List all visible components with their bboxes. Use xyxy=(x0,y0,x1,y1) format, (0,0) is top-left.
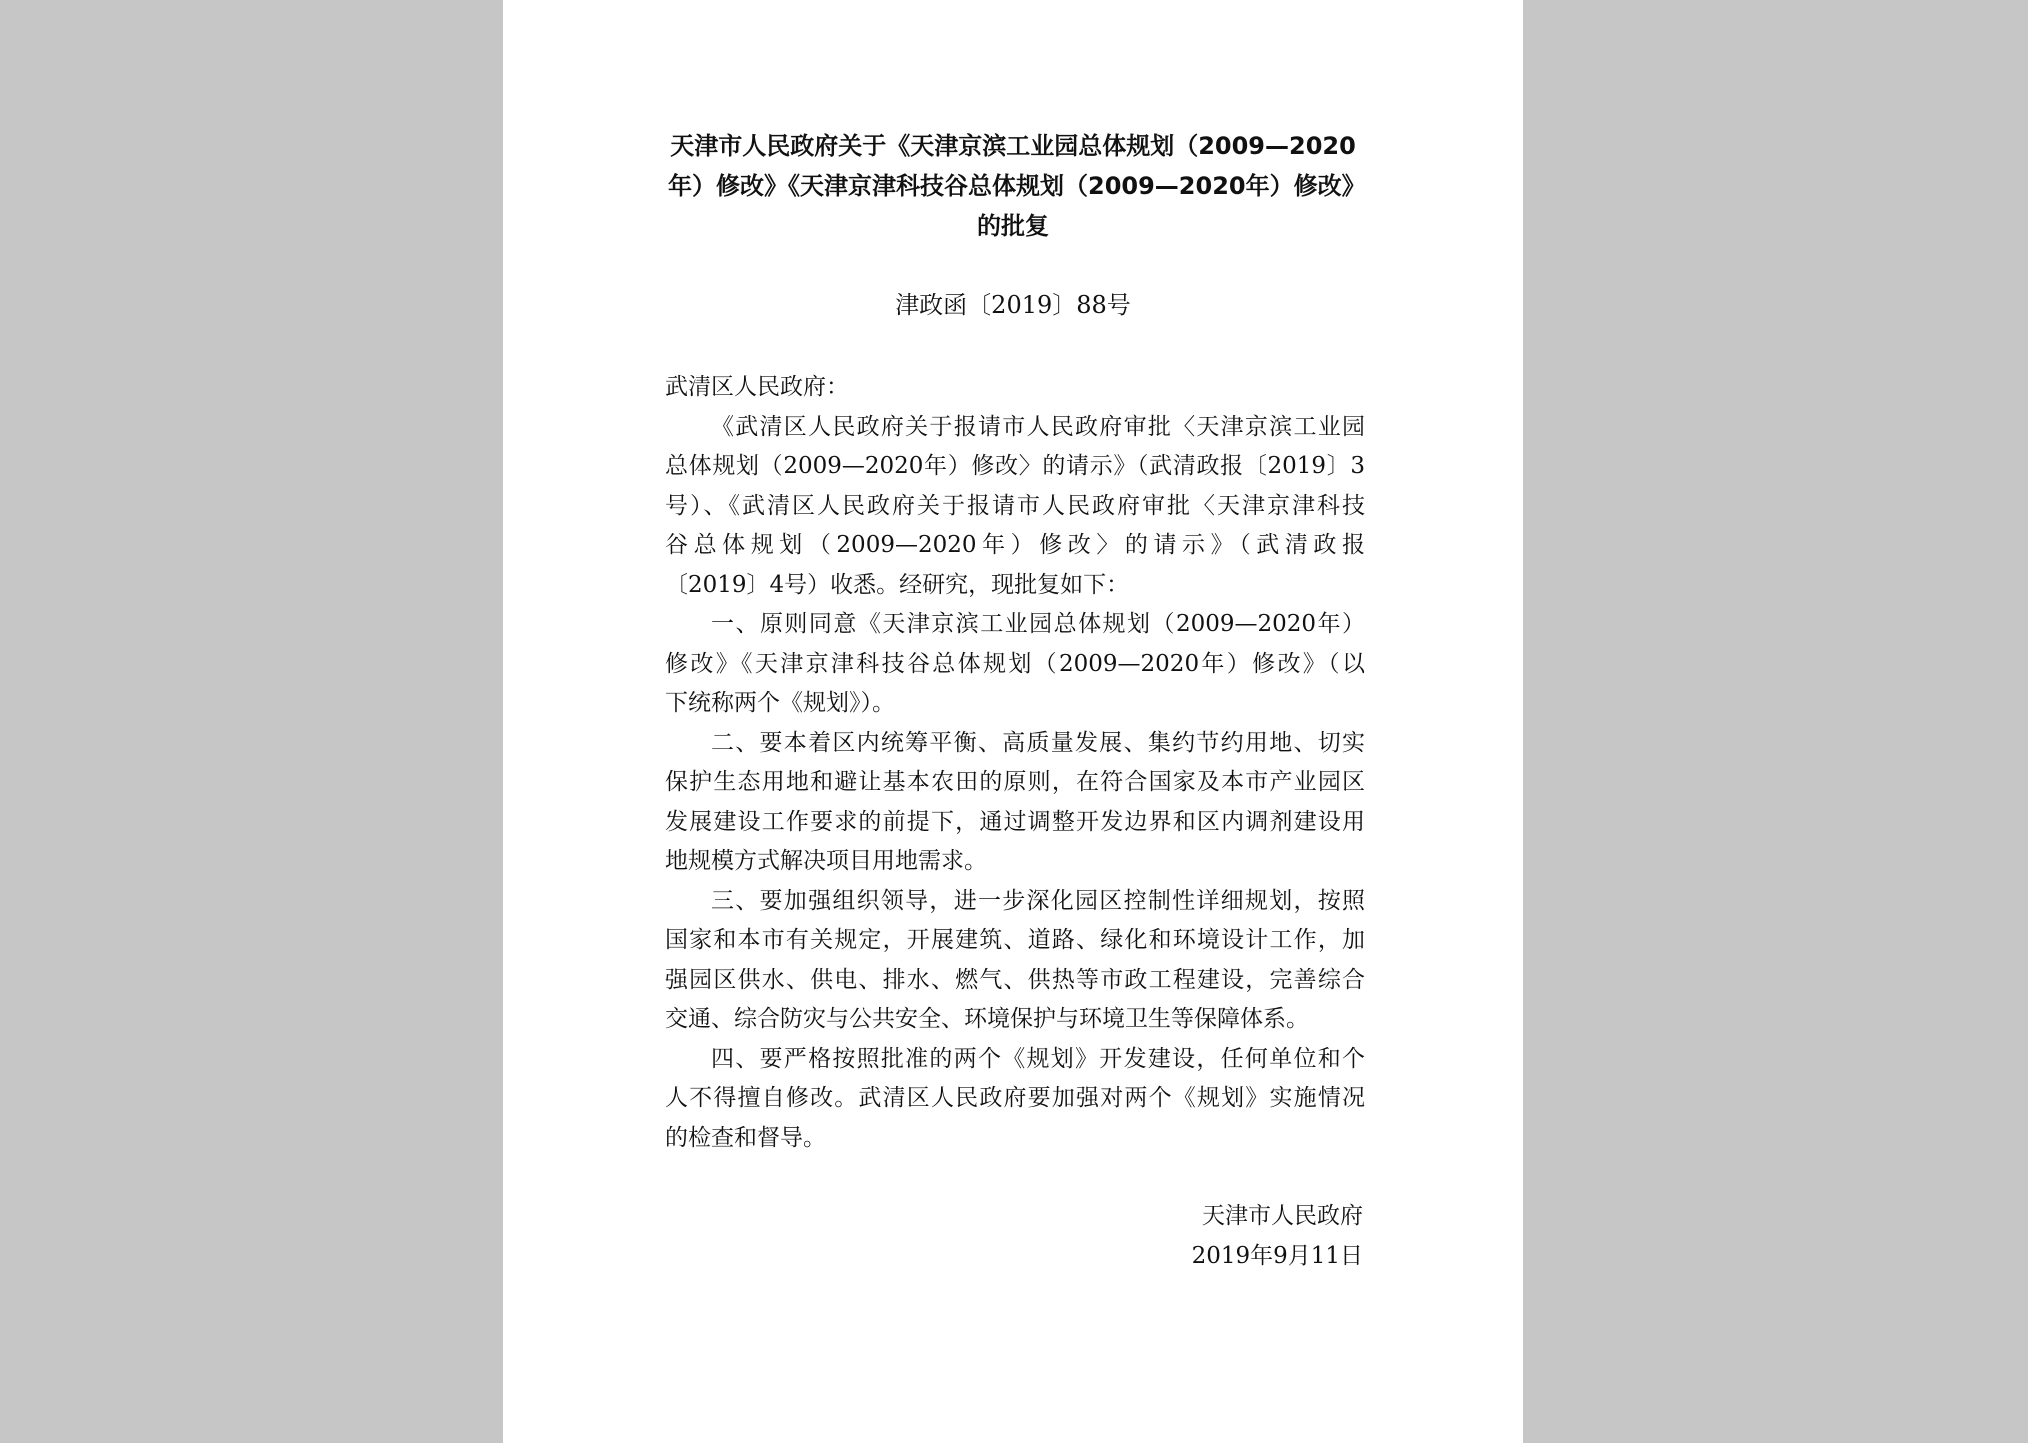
paragraph-line: 三、要加强组织领导，进一步深化园区控制性详细规划，按照 xyxy=(711,887,1365,914)
paragraph-line: 国家和本市有关规定，开展建筑、道路、绿化和环境设计工作，加 xyxy=(665,927,1365,953)
title-line: 的批复 xyxy=(977,212,1049,240)
paragraph-line: 二、要本着区内统筹平衡、高质量发展、集约节约用地、切实 xyxy=(711,729,1365,756)
paragraph-line: 修改》《天津京津科技谷总体规划（2009—2020年）修改》（以 xyxy=(665,650,1365,677)
paragraph-line: 人不得擅自修改。武清区人民政府要加强对两个《规划》实施情况 xyxy=(665,1085,1365,1111)
body-paragraph xyxy=(665,1040,1365,1159)
body-paragraph xyxy=(665,408,1365,606)
paragraph-line: 谷总体规划（2009—2020年）修改〉的请示》（武清政报 xyxy=(665,532,1365,558)
issuer-name: 天津市人民政府 xyxy=(1202,1203,1363,1229)
body-paragraph xyxy=(665,605,1365,724)
paragraph-line: 《武清区人民政府关于报请市人民政府审批〈天津京滨工业园 xyxy=(711,413,1365,440)
document-page xyxy=(503,0,1523,1443)
paragraph-line: 的检查和督导。 xyxy=(665,1124,826,1151)
paragraph-line: 强园区供水、供电、排水、燃气、供热等市政工程建设，完善综合 xyxy=(665,966,1365,993)
paragraph-line: 〔2019〕4号）收悉。经研究，现批复如下： xyxy=(665,571,1130,598)
paragraph-line: 地规模方式解决项目用地需求。 xyxy=(665,848,987,874)
addressee: 武清区人民政府： xyxy=(665,374,849,400)
paragraph-line: 下统称两个《规划》）。 xyxy=(665,690,895,716)
paragraph-line: 一、原则同意《天津京滨工业园总体规划（2009—2020年） xyxy=(711,611,1365,637)
body-paragraph xyxy=(665,882,1365,1040)
issue-date: 2019年9月11日 xyxy=(1191,1243,1363,1269)
paragraph-line: 号）、《武清区人民政府关于报请市人民政府审批〈天津京津科技 xyxy=(665,492,1365,519)
title-line: 天津市人民政府关于《天津京滨工业园总体规划（2009—2020 xyxy=(670,132,1356,160)
signature-block xyxy=(663,1196,1363,1276)
paragraph-line: 保护生态用地和避让基本农田的原则，在符合国家及本市产业园区 xyxy=(665,769,1365,795)
document-body xyxy=(665,368,1365,1158)
document-number: 津政函〔2019〕88号 xyxy=(895,291,1131,319)
document-title xyxy=(668,126,1366,246)
paragraph-line: 总体规划（2009—2020年）修改〉的请示》（武清政报〔2019〕3 xyxy=(665,453,1365,479)
paragraph-line: 四、要严格按照批准的两个《规划》开发建设，任何单位和个 xyxy=(711,1045,1365,1072)
paragraph-line: 发展建设工作要求的前提下，通过调整开发边界和区内调剂建设用 xyxy=(665,808,1365,835)
body-paragraph xyxy=(665,724,1365,882)
paragraph-line: 交通、综合防灾与公共安全、环境保护与环境卫生等保障体系。 xyxy=(665,1006,1309,1032)
title-line: 年）修改》《天津京津科技谷总体规划（2009—2020年）修改》 xyxy=(668,172,1366,200)
